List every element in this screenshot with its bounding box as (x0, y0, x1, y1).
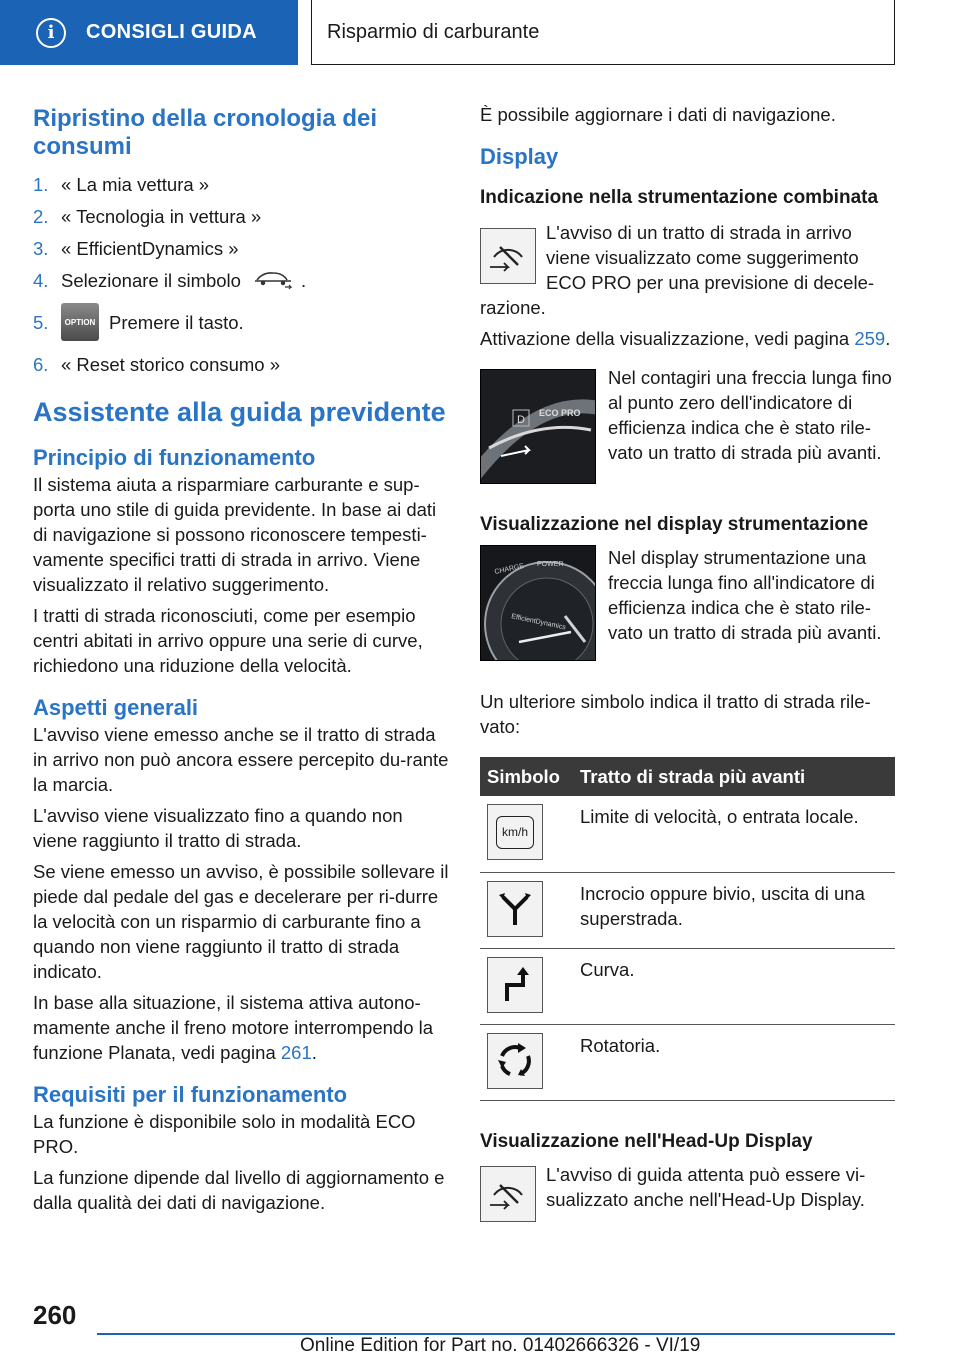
table-cell: Incrocio oppure bivio, uscita di una superstrada. (573, 872, 895, 948)
heading-requirements: Requisiti per il funzionamento (33, 1082, 348, 1107)
eco-car-symbol-icon (251, 268, 295, 292)
gauge-power-label: POWER (537, 561, 564, 568)
paragraph: La funzione dipende dal livello di aggiornamento e dalla qualità dei dati di navigazione. (33, 1167, 445, 1213)
paragraph: La funzione è disponibile solo in modalità ECO PRO. (33, 1111, 416, 1157)
gauge-charge-label: CHARGE (493, 562, 525, 576)
list-item: 3. « EfficientDynamics » (33, 237, 239, 259)
paragraph: Il sistema aiuta a risparmiare carburante e sup-porta uno stile di guida previdente. In base ai dati di navigazione si possono riconoscere tempesti-vamente specifici tratti di strada in arrivo. Viene visualizzato il relativo suggerimento. (33, 474, 437, 595)
table-cell: Curva. (573, 948, 895, 1024)
chapter-tab[interactable] (0, 0, 298, 65)
tachometer-image (480, 369, 596, 484)
paragraph: In base alla situazione, il sistema attiva autono-mamente anche il freno motore interrompendo la funzione Planata, vedi pagina 261. (33, 992, 434, 1063)
left-column (33, 102, 449, 1215)
instrument-block (480, 545, 895, 661)
info-icon: i (36, 18, 66, 48)
right-column (480, 102, 895, 1222)
section-title: Risparmio di carburante (311, 0, 895, 65)
attentive-driving-hud-icon (480, 1166, 536, 1222)
gauge-gear-label: D (517, 414, 525, 426)
table-row (480, 948, 895, 1024)
heading-principle: Principio di funzionamento (33, 445, 316, 470)
table-row (480, 872, 895, 948)
paragraph: Nel contagiri una freccia lunga fino al punto zero dell'indicatore di efficienza indica che è stato rile-vato un tratto di strada più avanti. (608, 367, 892, 463)
roundabout-icon (487, 1033, 543, 1089)
paragraph: Se viene emesso un avviso, è possibile sollevare il piede dal pedale del gas e decelerare per ri-durre la velocità con un risparmio di carburante fino a quando non viene raggiunto il tratto di strada indicato. (33, 861, 449, 982)
paragraph: L'avviso di un tratto di strada in arrivo viene visualizzato come suggerimento ECO PRO per una previsione di decele-razione. (480, 222, 875, 318)
paragraph: Un ulteriore simbolo indica il tratto di strada rile-vato: (480, 691, 871, 737)
table-cell: Rotatoria. (573, 1024, 895, 1100)
table-header: Simbolo (480, 757, 573, 796)
instrument-display-image (480, 545, 596, 661)
gauge-mode-label: ECO PRO (539, 408, 581, 418)
list-item: 4. Selezionare il simbolo . (33, 269, 307, 291)
page-link-261[interactable]: 261 (280, 1042, 312, 1063)
table-row (480, 1024, 895, 1100)
table-header: Tratto di strada più avanti (573, 757, 895, 796)
cluster-block (480, 220, 895, 320)
heading-instrument-display: Visualizzazione nel display strumentazione (480, 514, 869, 535)
heading-display: Display (480, 144, 559, 169)
page-number: 260 (33, 1300, 77, 1330)
curve-icon (487, 957, 543, 1013)
gauge-center-label: EfficientDynamics (510, 613, 567, 632)
paragraph: Nel display strumentazione una freccia lunga fino all'indicatore di efficienza indica che è stato rile-vato un tratto di strada più avanti. (608, 547, 882, 643)
page-link-259[interactable]: 259 (854, 328, 886, 349)
paragraph: L'avviso viene visualizzato fino a quando non viene raggiunto il tratto di strada. (33, 805, 403, 851)
junction-icon (487, 881, 543, 937)
heading-hud: Visualizzazione nell'Head-Up Display (480, 1130, 813, 1152)
paragraph: Attivazione della visualizzazione, vedi pagina 259. (480, 328, 891, 349)
list-item: 1. « La mia vettura » (33, 173, 210, 195)
table-cell: Limite di velocità, o entrata locale. (573, 796, 895, 872)
hud-block (480, 1162, 895, 1222)
table-row (480, 796, 895, 872)
edition-note: Online Edition for Part no. 01402666326 - VI/19 (300, 1335, 701, 1356)
paragraph: L'avviso di guida attenta può essere vi-sualizzato anche nell'Head-Up Display. (546, 1163, 866, 1210)
list-item: 5. OPTION Premere il tasto. (33, 296, 449, 348)
heading-predictive-assistant: Assistente alla guida previdente (33, 397, 446, 427)
heading-reset-history: Ripristino della cronologia dei consumi (33, 105, 378, 160)
tachometer-block (480, 365, 895, 484)
attentive-driving-icon (480, 228, 536, 284)
paragraph: L'avviso viene emesso anche se il tratto di strada in arrivo non può ancora essere percepito du-rante la marcia. (33, 724, 449, 795)
reset-steps-list (33, 168, 449, 380)
paragraph: I tratti di strada riconosciuti, come per esempio centri abitati in arrivo oppure una serie di curve, richiedono una riduzione della velocità. (33, 605, 423, 676)
heading-cluster: Indicazione nella strumentazione combinata (480, 187, 879, 208)
symbol-table (480, 757, 895, 1101)
list-item: 2. « Tecnologia in vettura » (33, 205, 262, 227)
list-item: 6. « Reset storico consumo » (33, 353, 281, 375)
paragraph: È possibile aggiornare i dati di navigazione. (480, 104, 836, 125)
heading-general: Aspetti generali (33, 695, 199, 720)
speed-limit-icon: km/h (487, 804, 543, 860)
option-button-icon: OPTION (61, 303, 99, 341)
chapter-label: CONSIGLI GUIDA (86, 21, 257, 43)
